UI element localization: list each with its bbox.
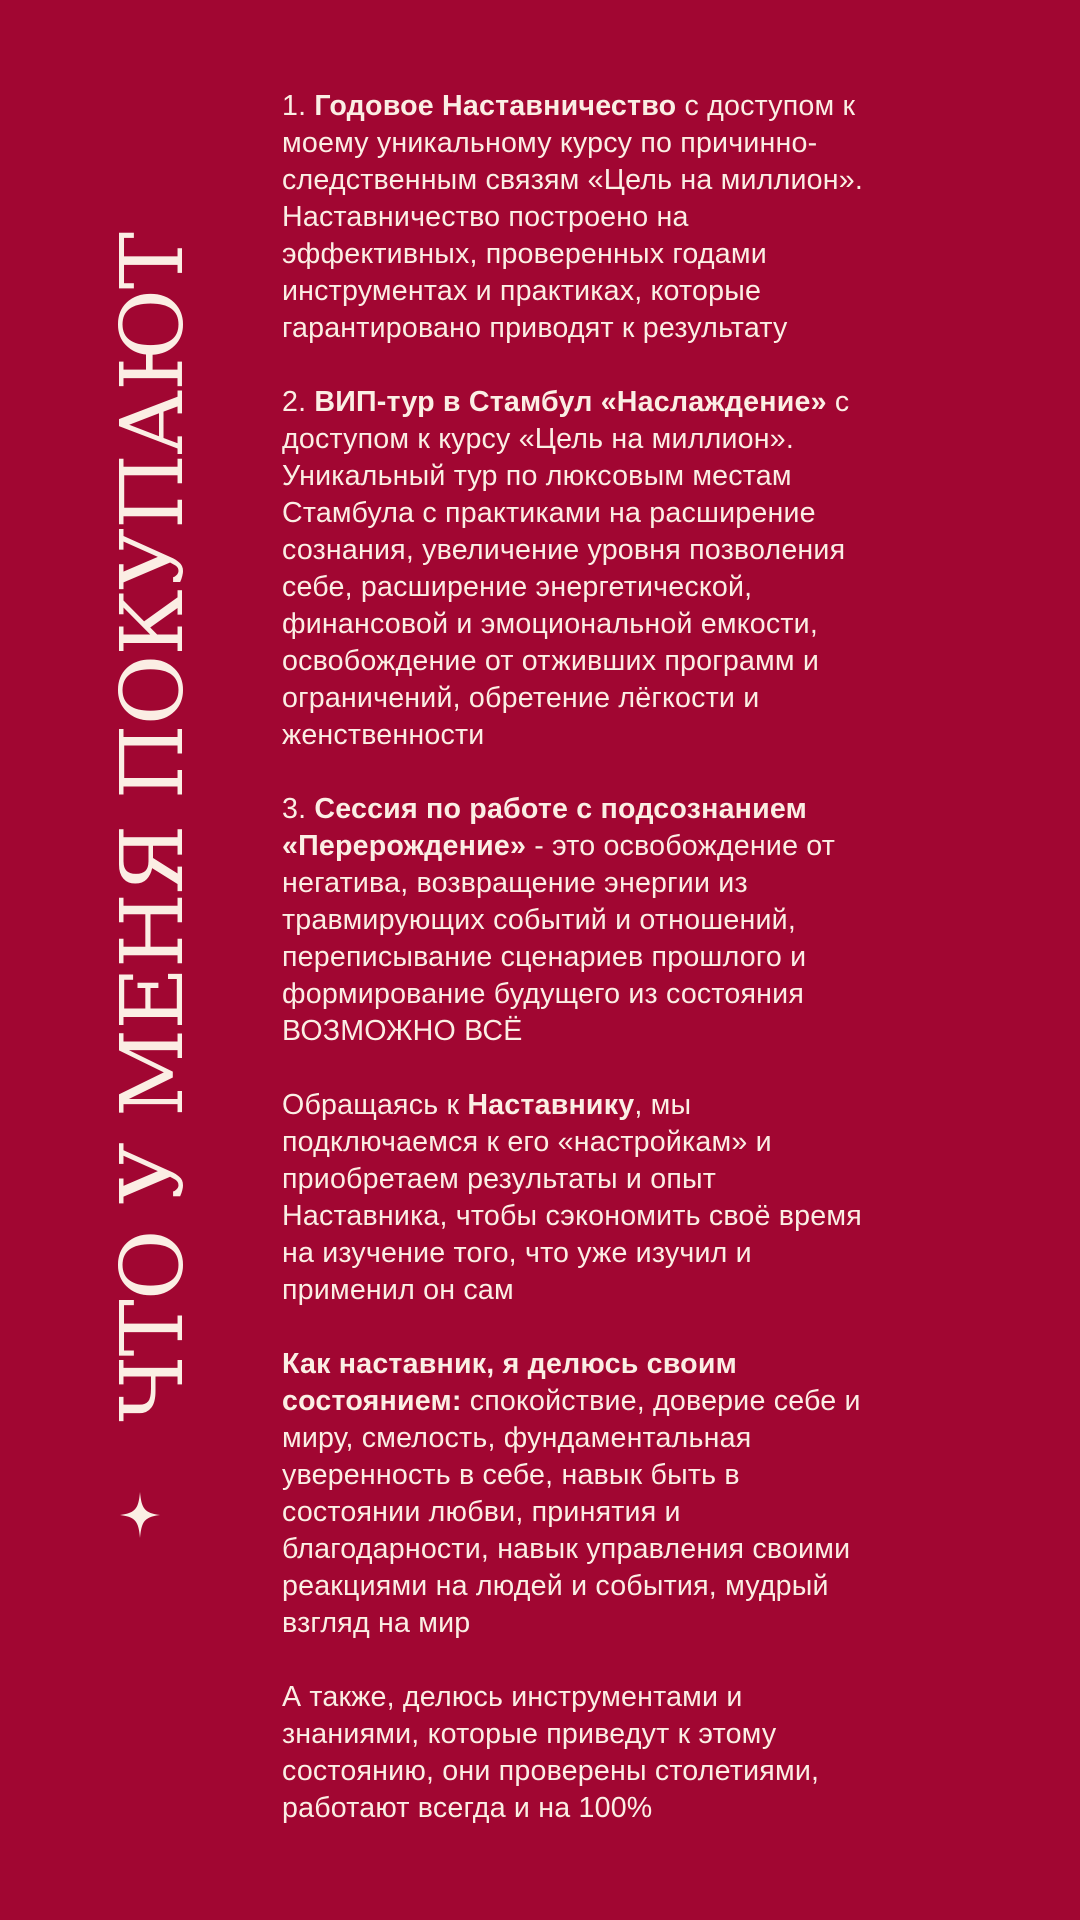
text-line [282, 606, 1002, 643]
text-line [282, 791, 1002, 828]
paragraph [282, 1679, 1002, 1827]
text: 2. [282, 386, 315, 418]
text-line [282, 1383, 1002, 1420]
bold-text: Наставнику [467, 1089, 635, 1121]
text-line [282, 939, 1002, 976]
text-line [282, 1013, 1002, 1050]
text: реакциями на людей и события, мудрый [282, 1570, 829, 1602]
text-line [282, 976, 1002, 1013]
text: освобождение от отживших программ и [282, 645, 820, 677]
text-line [282, 717, 1002, 754]
text: негатива, возвращение энергии из [282, 867, 748, 899]
text-line [282, 1753, 1002, 1790]
text: А также, делюсь инструментами и [282, 1681, 743, 1713]
side-title: ЧТО У МЕНЯ ПОКУПАЮТ [103, 232, 203, 1422]
text-line [282, 828, 1002, 865]
text: состоянии любви, принятия и [282, 1496, 681, 1528]
text: , мы [634, 1089, 692, 1121]
text-line [282, 1087, 1002, 1124]
text: ВОЗМОЖНО ВСЁ [282, 1015, 523, 1047]
paragraph [282, 88, 1002, 347]
text-line [282, 1346, 1002, 1383]
text-line [282, 495, 1002, 532]
text: Уникальный тур по люксовым местам [282, 460, 792, 492]
text: следственным связям «Цель на миллион». [282, 164, 863, 196]
text-line [282, 458, 1002, 495]
text: инструментах и практиках, которые [282, 275, 762, 307]
text: работают всегда и на 100% [282, 1792, 653, 1824]
text: с доступом к [676, 90, 856, 122]
text: взгляд на мир [282, 1607, 471, 1639]
text-line [282, 125, 1002, 162]
text: миру, смелость, фундаментальная [282, 1422, 752, 1454]
text: уверенность в себе, навык быть в [282, 1459, 740, 1491]
bold-text: Годовое Наставничество [314, 90, 677, 122]
bold-text: состоянием: [282, 1385, 462, 1417]
text: 3. [282, 793, 315, 825]
bold-text: «Перерождение» [282, 830, 527, 862]
text-line [282, 1679, 1002, 1716]
text: с [826, 386, 850, 418]
text-line [282, 643, 1002, 680]
text-line [282, 1235, 1002, 1272]
text: подключаемся к его «настройкам» и [282, 1126, 772, 1158]
text: применил он сам [282, 1274, 514, 1306]
paragraph [282, 1087, 1002, 1309]
text-line [282, 865, 1002, 902]
text-line [282, 1494, 1002, 1531]
paragraph [282, 1346, 1002, 1642]
text-line [282, 310, 1002, 347]
text: 1. [282, 90, 315, 122]
text: Стамбула с практиками на расширение [282, 497, 816, 529]
text-line [282, 273, 1002, 310]
bold-text: ВИП-тур в Стамбул «Наслаждение» [314, 386, 827, 418]
text-line [282, 1198, 1002, 1235]
text: приобретаем результаты и опыт [282, 1163, 717, 1195]
text-line [282, 88, 1002, 125]
text: травмирующих событий и отношений, [282, 904, 796, 936]
text: состоянию, они проверены столетиями, [282, 1755, 820, 1787]
paragraph [282, 384, 1002, 754]
text-line [282, 1605, 1002, 1642]
text: Наставничество построено на [282, 201, 689, 233]
offer-list [282, 88, 1002, 1827]
bold-text: Как наставник, я делюсь своим [282, 1348, 737, 1380]
text: гарантировано приводят к результату [282, 312, 788, 344]
text-line [282, 1124, 1002, 1161]
text-line [282, 199, 1002, 236]
paragraph [282, 791, 1002, 1050]
text: спокойствие, доверие себе и [461, 1385, 861, 1417]
text-line [282, 680, 1002, 717]
text: благодарности, навык управления своими [282, 1533, 851, 1565]
text-line [282, 532, 1002, 569]
text-line [282, 1716, 1002, 1753]
text-line [282, 384, 1002, 421]
text: переписывание сценариев прошлого и [282, 941, 807, 973]
text-line [282, 902, 1002, 939]
text: финансовой и эмоциональной емкости, [282, 608, 818, 640]
text-line [282, 1790, 1002, 1827]
text-line [282, 1531, 1002, 1568]
text: ограничений, обретение лёгкости и [282, 682, 760, 714]
text: моему уникальному курсу по причинно- [282, 127, 818, 159]
text: доступом к курсу «Цель на миллион». [282, 423, 794, 455]
text-line [282, 162, 1002, 199]
four-point-star-icon [120, 1492, 160, 1538]
text-line [282, 1161, 1002, 1198]
text-line [282, 1457, 1002, 1494]
text-line [282, 569, 1002, 606]
text: себе, расширение энергетической, [282, 571, 753, 603]
text: на изучение того, что уже изучил и [282, 1237, 752, 1269]
text: формирование будущего из состояния [282, 978, 805, 1010]
bold-text: Сессия по работе с подсознанием [314, 793, 807, 825]
text-line [282, 421, 1002, 458]
text: женственности [282, 719, 485, 751]
text: эффективных, проверенных годами [282, 238, 767, 270]
text: Наставника, чтобы сэкономить своё время [282, 1200, 862, 1232]
text: знаниями, которые приведут к этому [282, 1718, 777, 1750]
text-line [282, 1420, 1002, 1457]
text: сознания, увеличение уровня позволения [282, 534, 846, 566]
text: Обращаясь к [282, 1089, 468, 1121]
text-line [282, 1272, 1002, 1309]
text-line [282, 236, 1002, 273]
text: - это освобождение от [526, 830, 836, 862]
text-line [282, 1568, 1002, 1605]
